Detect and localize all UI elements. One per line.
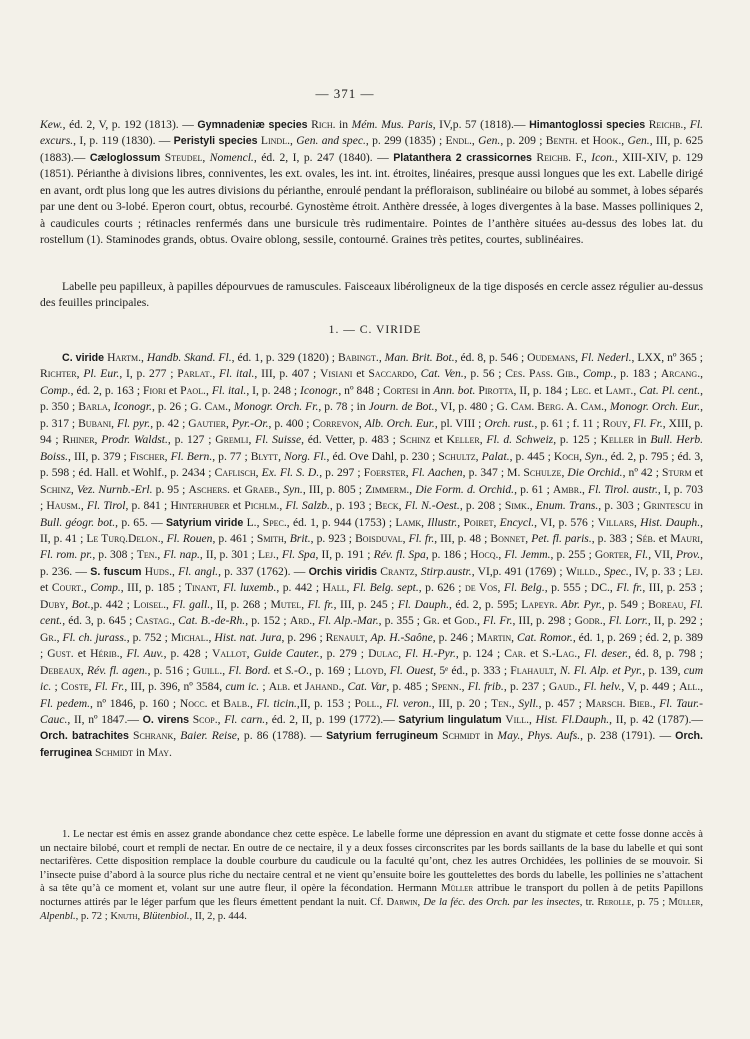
genus-synonymy-and-description: Kew., éd. 2, V, p. 192 (1813). — Gymnadeniæ species Rich. in Mém. Mus. Paris, IV,p. 57 (1818).— Himantoglossi species Reichb., Fl. excurs., I, p. 119 (1830). — Peristyli species Lindl., Gen. and spec., p. 299 (1835) ; Endl., Gen., p. 209 ; Benth. et Hook., Gen., III, p. 625 (1883).— Cæloglossum Steudel, Nomencl., éd. 2, I, p. 247 (1840). — Platanthera 2 crassicornes Reichb. F., Icon., XIII-XIV, p. 129 (1851). Périanthe à divisions libres, conniventes, les ext. ovales, les int. int. étroites, linéaires, presque aussi longues que les ext. Labelle dirigé en avant, ordt plus long que les autres divisions du périanthe, enroulé pendant la préfloraison, sublinéaire ou bilobé au sommet, à lobes séparés par une dent ou 3-lobé. Eperon court, obtus, recourbé. Gynostème étroit. Anthère dressée, à loges divergentes à la base. Masses polliniques 2, à caudicules courts ; rétinacles renfermés dans une bursicule très rudimentaire. Pointes de l’anthère situées au-dessus des lobes lat. du rostellum (1). Staminodes grands, obtus. Ovaire oblong, sessile, contourné. Graines très petites, courtes, sublinéaires. [40, 118, 704, 247]
genus-description [40, 117, 703, 249]
bibliography-text: C. viride Hartm., Handb. Skand. Fl., éd. 1, p. 329 (1820) ; Babingt., Man. Brit. Bot., éd. 8, p. 546 ; Oudemans, Fl. Nederl., LXX, nº 365 ; Richter, Pl. Eur., I, p. 277 ; Parlat., Fl. ital., III, p. 407 ; Visiani et Saccardo, Cat. Ven., p. 56 ; Ces. Pass. Gib., Comp., p. 183 ; Arcang., Comp., éd. 2, p. 163 ; Fiori et Paol., Fl. ital., I, p. 248 ; Iconogr., nº 848 ; Cortesi in Ann. bot. Pirotta, II, p. 184 ; Lec. et Lamt., Cat. Pl. cent., p. 350 ; Barla, Iconogr., p. 26 ; G. Cam., Monogr. Orch. Fr., p. 78 ; in Journ. de Bot., VI, p. 480 ; G. Cam. Berg. A. Cam., Monogr. Orch. Eur., p. 317 ; Bubani, Fl. pyr., p. 42 ; Gautier, Pyr.-Or., p. 400 ; Correvon, Alb. Orch. Eur., pl. VIII ; Orch. rust., p. 61 ; f. 11 ; Rouy, Fl. Fr., XIII, p. 94 ; Rhiner, Prodr. Waldst., p. 127 ; Gremli, Fl. Suisse, éd. Vetter, p. 483 ; Schinz et Keller, Fl. d. Schweiz, p. 125 ; Keller in Bull. Herb. Boiss., III, p. 379 ; Fischer, Fl. Bern., p. 77 ; Blytt, Norg. Fl., éd. Ove Dahl, p. 230 ; Schultz, Palat., p. 445 ; Koch, Syn., éd. 2, p. 795 ; éd. 3, p. 598 ; éd. Hall. et Wohlf., p. 2434 ; Caflisch, Ex. Fl. S. D., p. 297 ; Foerster, Fl. Aachen, p. 347 ; M. Schulze, Die Orchid., nº 42 ; Sturm et Schinz, Vez. Nurnb.-Erl. p. 95 ; Aschers. et Graeb., Syn., III, p. 805 ; Zimmerm., Die Form. d. Orchid., p. 61 ; Ambr., Fl. Tirol. austr., I, p. 703 ; Hausm., Fl. Tirol, p. 841 ; Hinterhuber et Pichlm., Fl. Salzb., p. 193 ; Beck, Fl. N.-Oest., p. 208 ; Simk., Enum. Trans., p. 303 ; Grintescu in Bull. géogr. bot., p. 65. — Satyrium viride L., Spec., éd. 1, p. 944 (1753) ; Lamk, Illustr., Poiret, Encycl., VI, p. 576 ; Villars, Hist. Dauph., II, p. 41 ; Le Turq.Delon., Fl. Rouen, p. 461 ; Smith, Brit., p. 923 ; Boisduval, Fl. fr., III, p. 48 ; Bonnet, Pet. fl. paris., p. 383 ; Séb. et Mauri, Fl. rom. pr., p. 308 ; Ten., Fl. nap., II, p. 301 ; Lej., Fl. Spa, II, p. 191 ; Rév. fl. Spa, p. 186 ; Hocq., Fl. Jemm., p. 255 ; Gorter, Fl., VII, Prov., p. 236. — S. fuscum Huds., Fl. angl., p. 337 (1762). — Orchis viridis Crantz, Stirp.austr., VI,p. 491 (1769) ; Willd., Spec., IV, p. 33 ; Lej. et Court., Comp., III, p. 185 ; Tinant, Fl. luxemb., p. 442 ; Hall, Fl. Belg. sept., p. 626 ; de Vos, Fl. Belg., p. 555 ; DC., Fl. fr., III, p. 253 ; Duby, Bot.,p. 442 ; Loisel., Fl. gall., II, p. 268 ; Mutel, Fl. fr., III, p. 245 ; Fl. Dauph., éd. 2, p. 595; Lapeyr. Abr. Pyr., p. 549 ; Boreau, Fl. cent., éd. 3, p. 645 ; Castag., Cat. B.-de-Rh., p. 152 ; Ard., Fl. Alp.-Mar., p. 355 ; Gr. et God., Fl. Fr., III, p. 298 ; Godr., Fl. Lorr., II, p. 292 ; Gr., Fl. ch. jurass., p. 752 ; Michal., Hist. nat. Jura, p. 296 ; Renault, Ap. H.-Saône, p. 246 ; Martin, Cat. Romor., éd. 1, p. 269 ; éd. 2, p. 389 ; Gust. et Hérib., Fl. Auv., p. 428 ; Vallot, Guide Cauter., p. 279 ; Dulac, Fl. H.-Pyr., p. 124 ; Car. et S.-Lag., Fl. deser., éd. 8, p. 798 ; Debeaux, Rév. fl. agen., p. 516 ; Guill., Fl. Bord. et S.-O., p. 169 ; Lloyd, Fl. Ouest, 5ᵉ éd., p. 333 ; Flahault, N. Fl. Alp. et Pyr., p. 139, cum ic. ; Coste, Fl. Fr., III, p. 396, nº 3584, cum ic. ; Alb. et Jahand., Cat. Var, p. 485 ; Spenn., Fl. frib., p. 237 ; Gaud., Fl. helv., V, p. 449 ; All., Fl. pedem., nº 1846, p. 160 ; Nocc. et Balb., Fl. ticin.,II, p. 153 ; Poll., Fl. veron., III, p. 20 ; Ten., Syll., p. 457 ; Marsch. Bieb., Fl. Taur.-Cauc., II, nº 1847.— O. virens Scop., Fl. carn., éd. 2, II, p. 199 (1772).— Satyrium lingulatum Vill., Hist. Fl.Dauph., II, p. 42 (1787).— Orch. batrachites Schrank, Baier. Reise, p. 86 (1788). — Satyrium ferrugineum Schmidt in May., Phys. Aufs., p. 238 (1791). — Orch. ferruginea Schmidt in May. [40, 351, 704, 759]
species-bibliography [40, 350, 703, 761]
page-number: — 371 — [315, 86, 375, 101]
anatomy-paragraph [40, 279, 703, 312]
footnote [40, 828, 703, 923]
footnote-text: 1. Le nectar est émis en assez grande abondance chez cette espèce. Le labelle forme une dépression en avant du stigmate et cette fosse donne accès à un nectaire bilobé, court et rempli de nectar. En outre de ce nectaire, il y a deux fosses circonscrites par les bords saillants de la base du labelle et qui sont nectarifères. Cette disposition remplace la double courbure du caudicule ou la faculté qu’ont, chez les autres Orchidées, les pollinies de se mouvoir. Si l’insecte puise d’abord à la source plus riche du nectaire central et ne vient qu’ensuite boire les gouttelettes des bords du labelle, les pollinies ne s’attachent à sa tête qu’à ce moment et, volant sur une autre fleur, il opère la fécondation. Hermann Müller attribue le transport du pollen à de petits Papillons nocturnes attirés par le léger parfum que les fleurs émettent pendant la nuit. Cf. Darwin, De la féc. des Orch. par les insectes, tr. Rerolle, p. 75 ; Müller, Alpenbl., p. 72 ; Knuth, Blütenbiol., II, 2, p. 444. [40, 829, 704, 922]
anatomy-text: Labelle peu papilleux, à papilles dépourvues de ramuscules. Faisceaux libéroligneux de la tige disposés en cercle assez régulier au-dessus des feuilles principales. [40, 280, 703, 310]
species-heading: 1. — C. VIRIDE [328, 323, 422, 336]
